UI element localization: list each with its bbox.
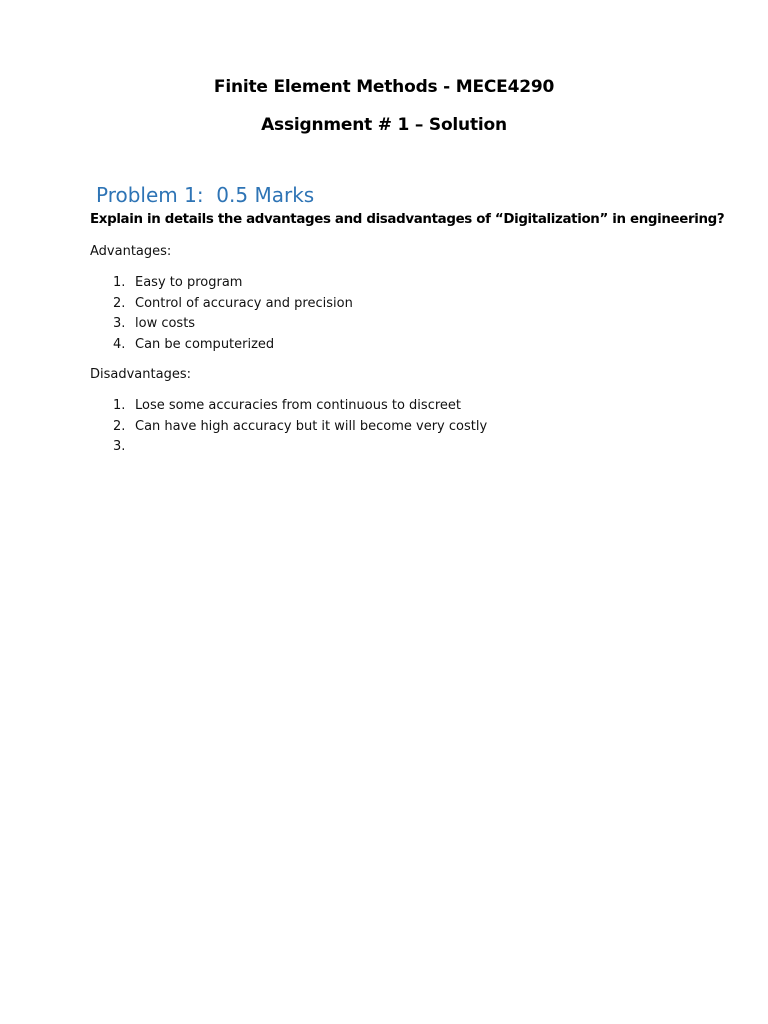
list-item-number: 3. bbox=[113, 439, 126, 454]
document-subtitle: Assignment # 1 – Solution bbox=[261, 115, 507, 135]
list-item-text: Can be computerized bbox=[135, 336, 275, 352]
list-item-text: Lose some accuracies from continuous to discreet bbox=[135, 398, 461, 413]
advantages-label: Advantages: bbox=[90, 244, 172, 259]
list-item-number: 2. bbox=[113, 418, 126, 434]
problem-heading: Problem 1: 0.5 Marks bbox=[96, 183, 315, 207]
list-item-number: 1. bbox=[113, 398, 126, 413]
list-item-number: 4. bbox=[113, 336, 126, 352]
question-text: Explain in details the advantages and disadvantages of “Digitalization” in engineering? bbox=[90, 212, 725, 227]
list-item-text: Easy to program bbox=[135, 275, 243, 290]
list-item-text: Control of accuracy and precision bbox=[135, 295, 353, 311]
document-title: Finite Element Methods - MECE4290 bbox=[213, 77, 555, 97]
list-item-text: low costs bbox=[135, 316, 196, 331]
list-item-text: Can have high accuracy but it will become very costly bbox=[135, 418, 488, 434]
disadvantages-label: Disadvantages: bbox=[90, 367, 191, 382]
list-item-number: 2. bbox=[113, 295, 126, 311]
list-item-number: 3. bbox=[113, 316, 126, 331]
list-item-number: 1. bbox=[113, 275, 126, 290]
